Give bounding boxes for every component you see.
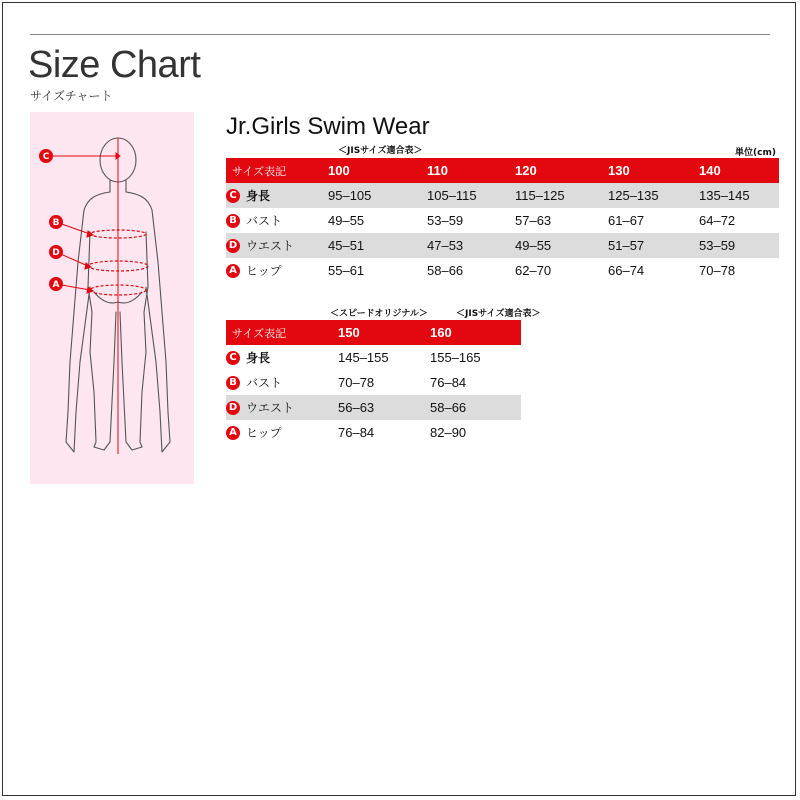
table2-size-150: 150: [338, 320, 430, 345]
table-cell: 95–105: [328, 183, 427, 208]
table-cell: 155–165: [430, 350, 481, 365]
table1-header-row: [226, 158, 779, 183]
table-row: [226, 420, 521, 445]
table-cell: 64–72: [699, 213, 736, 228]
table-cell: 76–84: [338, 425, 375, 440]
marker-d-icon: D: [226, 239, 240, 253]
table-cell: 145–155: [338, 350, 389, 365]
table-cell: 58–66: [427, 263, 464, 278]
table-cell: 53–59: [427, 213, 464, 228]
table-row: [226, 370, 521, 395]
table-cell: 47–53: [427, 233, 515, 258]
table-cell: 70–78: [699, 263, 736, 278]
marker-d-label: D: [52, 248, 60, 258]
row-label: 身長: [246, 351, 271, 365]
table1-size-120: 120: [515, 158, 608, 183]
page-title: Size Chart: [28, 44, 201, 86]
child-body-figure: [30, 112, 194, 484]
table1-size-110: 110: [427, 158, 515, 183]
table-cell: 82–90: [430, 425, 467, 440]
table2-note-left: ＜スピードオリジナル＞: [330, 309, 428, 319]
table-cell: 70–78: [338, 375, 375, 390]
table-cell: 49–55: [515, 233, 608, 258]
table-cell: 66–74: [608, 263, 645, 278]
marker-a-icon: A: [226, 426, 240, 440]
table-row: [226, 233, 779, 258]
table-cell: 135–145: [699, 183, 779, 208]
marker-c-label: C: [42, 152, 50, 162]
table-cell: 45–51: [328, 233, 427, 258]
table2-header-label: サイズ表記: [226, 320, 338, 345]
table-cell: 76–84: [430, 375, 467, 390]
marker-b-icon: B: [226, 376, 240, 390]
page-subtitle: サイズチャート: [30, 89, 113, 103]
marker-a-icon: A: [226, 264, 240, 278]
table-cell: 51–57: [608, 233, 699, 258]
row-label: ヒップ: [246, 264, 282, 278]
table-cell: 105–115: [427, 183, 515, 208]
table-row: [226, 183, 779, 208]
header-rule: [30, 34, 770, 35]
table-row: [226, 258, 779, 283]
table2-note-right: ＜JISサイズ適合表＞: [456, 309, 541, 319]
table-cell: 57–63: [515, 213, 552, 228]
table-cell: 125–135: [608, 183, 699, 208]
table2-header-row: [226, 320, 521, 345]
marker-b-icon: B: [226, 214, 240, 228]
row-label: バスト: [246, 214, 283, 228]
table1-size-140: 140: [699, 158, 779, 183]
table-cell: 58–66: [430, 395, 521, 420]
table-cell: 56–63: [338, 395, 430, 420]
table1-note: ＜JISサイズ適合表＞: [338, 146, 423, 156]
table1-header-label: サイズ表記: [226, 158, 328, 183]
unit-label: 単位(cm): [735, 148, 776, 158]
marker-c-icon: C: [226, 351, 240, 365]
table-row: [226, 395, 521, 420]
table-cell: 115–125: [515, 183, 608, 208]
row-label: ウエスト: [246, 401, 295, 415]
row-label: ヒップ: [246, 426, 282, 440]
table-cell: 55–61: [328, 263, 365, 278]
size-table-2: [226, 320, 521, 445]
body-figure-panel: [30, 112, 194, 484]
marker-a-label: A: [52, 280, 60, 290]
row-label: バスト: [246, 376, 283, 390]
row-label: 身長: [246, 189, 271, 203]
table-cell: 61–67: [608, 213, 645, 228]
table-cell: 49–55: [328, 213, 365, 228]
product-title: Jr.Girls Swim Wear: [226, 113, 430, 140]
table-cell: 53–59: [699, 233, 779, 258]
marker-c-icon: C: [226, 189, 240, 203]
row-label: ウエスト: [246, 239, 295, 253]
table-row: [226, 208, 779, 233]
marker-d-icon: D: [226, 401, 240, 415]
size-table-1: [226, 158, 779, 283]
table1-size-130: 130: [608, 158, 699, 183]
table-row: [226, 345, 521, 370]
table-cell: 62–70: [515, 263, 552, 278]
table1-size-100: 100: [328, 158, 427, 183]
table2-size-160: 160: [430, 320, 521, 345]
marker-b-label: B: [52, 218, 60, 228]
